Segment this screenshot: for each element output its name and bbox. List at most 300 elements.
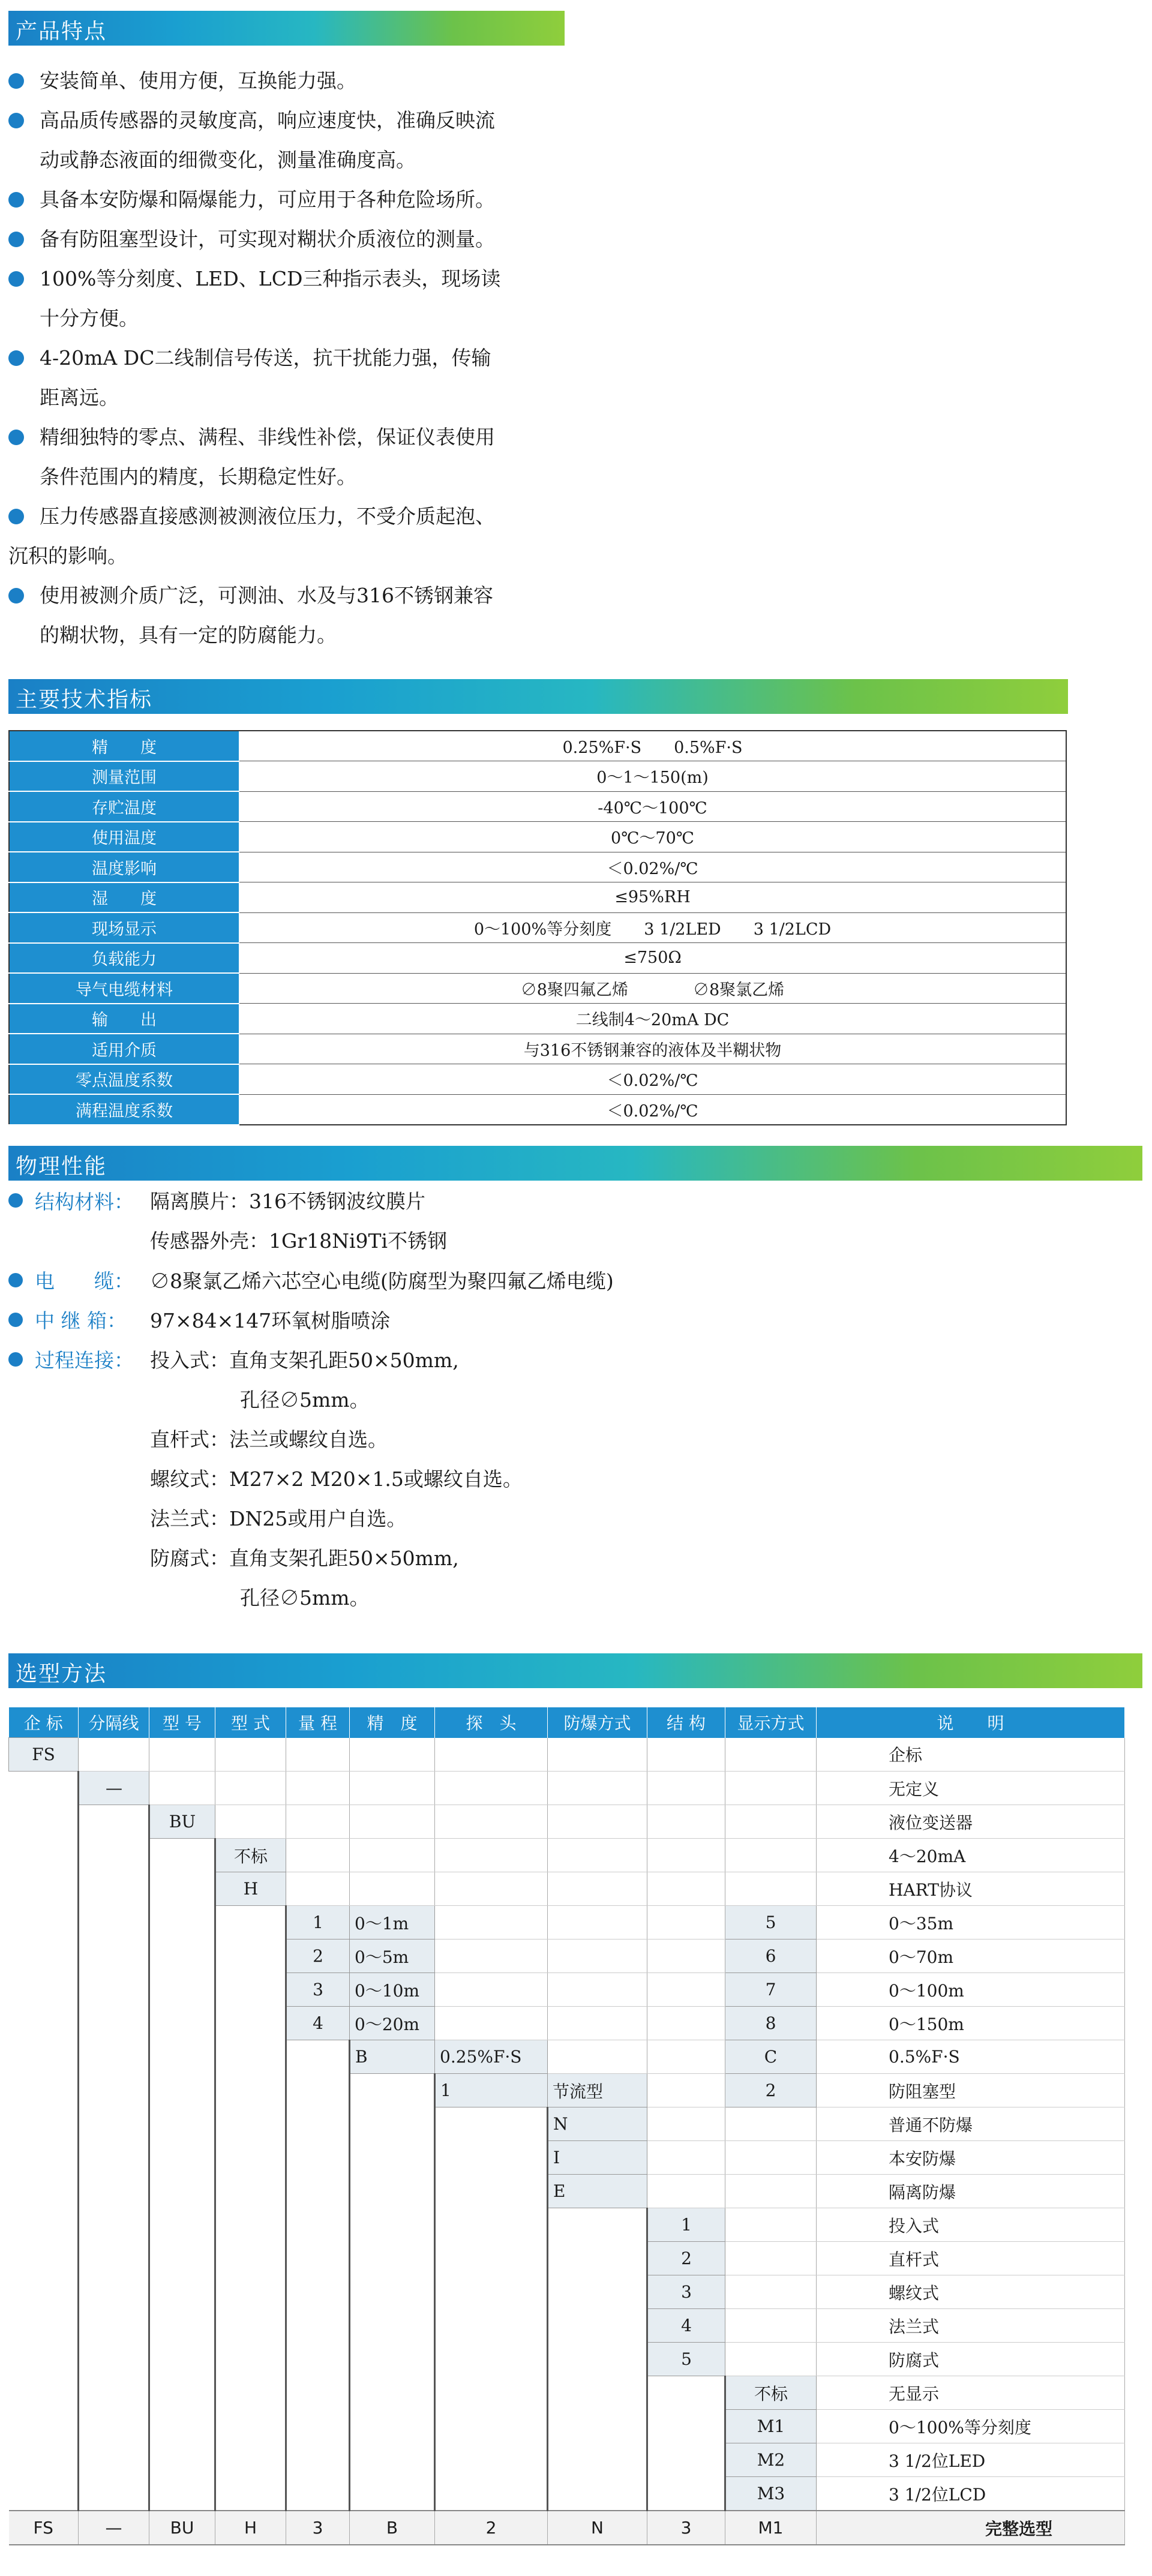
selection-empty-cell bbox=[286, 1872, 350, 1906]
selection-empty-cell bbox=[647, 2376, 725, 2410]
selection-row bbox=[9, 2343, 1125, 2376]
selection-empty-cell bbox=[79, 2208, 149, 2242]
selection-footer-cell: 2 bbox=[435, 2511, 548, 2545]
selection-empty-cell bbox=[286, 2410, 350, 2443]
selection-code-cell: 节流型 bbox=[548, 2074, 647, 2107]
selection-empty-cell bbox=[9, 2477, 79, 2511]
selection-empty-cell bbox=[350, 1772, 435, 1805]
selection-empty-cell bbox=[647, 2443, 725, 2477]
selection-empty-cell bbox=[350, 1805, 435, 1839]
spec-value: 与316不锈钢兼容的液体及半糊状物 bbox=[239, 1034, 1067, 1064]
selection-empty-cell bbox=[286, 2309, 350, 2343]
selection-empty-cell bbox=[435, 1906, 548, 1939]
selection-empty-cell bbox=[79, 2141, 149, 2175]
selection-footer-cell: 3 bbox=[647, 2511, 725, 2545]
selection-empty-cell bbox=[725, 1772, 817, 1805]
selection-empty-cell bbox=[215, 2107, 286, 2141]
feature-text: 使用被测介质广泛，可测油、水及与316不锈钢兼容 bbox=[40, 584, 493, 607]
selection-code-cell: 4 bbox=[286, 2007, 350, 2040]
section-title: 物理性能 bbox=[16, 1154, 107, 1179]
spec-value: 0.25%F·S 0.5%F·S bbox=[239, 731, 1067, 761]
selection-row bbox=[9, 1906, 1125, 1939]
selection-empty-cell bbox=[647, 1906, 725, 1939]
selection-empty-cell bbox=[647, 2477, 725, 2511]
spec-row bbox=[9, 1034, 1066, 1064]
selection-empty-cell bbox=[647, 2141, 725, 2175]
connection-line: 螺纹式：M27×2 M20×1.5或螺纹自选。 bbox=[150, 1467, 523, 1491]
selection-empty-cell bbox=[548, 2410, 647, 2443]
selection-empty-cell bbox=[215, 2443, 286, 2477]
selection-desc-cell: 3 1/2位LCD bbox=[817, 2477, 1125, 2511]
section-title: 产品特点 bbox=[16, 19, 107, 44]
feature-text: 精细独特的零点、满程、非线性补偿，保证仪表使用 bbox=[40, 425, 495, 449]
spec-key: 精 度 bbox=[9, 731, 239, 761]
selection-empty-cell bbox=[286, 1738, 350, 1772]
selection-empty-cell bbox=[149, 2477, 215, 2511]
spec-key: 湿 度 bbox=[9, 882, 239, 913]
selection-empty-cell bbox=[350, 2175, 435, 2208]
selection-footer-cell: M1 bbox=[725, 2511, 817, 2545]
selection-empty-cell bbox=[435, 2376, 548, 2410]
section-title: 选型方法 bbox=[16, 1662, 107, 1686]
selection-empty-cell bbox=[286, 2477, 350, 2511]
box-value: 97×84×147环氧树脂喷涂 bbox=[150, 1309, 391, 1332]
material-line-2: 传感器外壳：1Gr18Ni9Ti不锈钢 bbox=[150, 1229, 448, 1253]
selection-empty-cell bbox=[149, 2141, 215, 2175]
selection-table bbox=[8, 1707, 1125, 2545]
cable-value: ∅8聚氯乙烯六芯空心电缆(防腐型为聚四氟乙烯电缆) bbox=[150, 1269, 614, 1293]
selection-header-cell: 探 头 bbox=[435, 1707, 548, 1738]
selection-empty-cell bbox=[548, 1939, 647, 1973]
selection-empty-cell bbox=[9, 1906, 79, 1939]
selection-empty-cell bbox=[647, 2107, 725, 2141]
feature-text: 具备本安防爆和隔爆能力，可应用于各种危险场所。 bbox=[40, 188, 495, 211]
selection-desc-cell: 0～35m bbox=[817, 1906, 1125, 1939]
selection-empty-cell bbox=[79, 2107, 149, 2141]
selection-header-cell: 分隔线 bbox=[79, 1707, 149, 1738]
selection-empty-cell bbox=[149, 2343, 215, 2376]
selection-empty-cell bbox=[435, 2208, 548, 2242]
selection-empty-cell bbox=[548, 1872, 647, 1906]
selection-code-cell: I bbox=[548, 2141, 647, 2175]
selection-empty-cell bbox=[286, 2208, 350, 2242]
cable-label: 电 缆： bbox=[35, 1269, 134, 1293]
selection-empty-cell bbox=[350, 2107, 435, 2141]
selection-code-cell: 3 bbox=[647, 2275, 725, 2309]
selection-empty-cell bbox=[286, 1805, 350, 1839]
selection-empty-cell bbox=[9, 2074, 79, 2107]
bullet-dot bbox=[8, 350, 24, 366]
selection-empty-cell bbox=[286, 1839, 350, 1872]
selection-row bbox=[9, 2410, 1125, 2443]
selection-code-cell: 4 bbox=[647, 2309, 725, 2343]
selection-empty-cell bbox=[9, 2410, 79, 2443]
selection-header-cell: 企 标 bbox=[9, 1707, 79, 1738]
selection-desc-cell: 0～70m bbox=[817, 1939, 1125, 1973]
selection-empty-cell bbox=[350, 2275, 435, 2309]
selection-empty-cell bbox=[215, 2477, 286, 2511]
selection-empty-cell bbox=[435, 2410, 548, 2443]
feature-text: 4-20mA DC二线制信号传送，抗干扰能力强，传输 bbox=[40, 346, 491, 370]
selection-desc-cell: 0～100%等分刻度 bbox=[817, 2410, 1125, 2443]
selection-empty-cell bbox=[149, 2376, 215, 2410]
selection-empty-cell bbox=[435, 2175, 548, 2208]
selection-empty-cell bbox=[9, 2175, 79, 2208]
selection-empty-cell bbox=[725, 2208, 817, 2242]
selection-code-cell: FS bbox=[9, 1738, 79, 1772]
selection-row bbox=[9, 2141, 1125, 2175]
selection-empty-cell bbox=[215, 1906, 286, 1939]
selection-empty-cell bbox=[350, 2309, 435, 2343]
selection-row bbox=[9, 2040, 1125, 2074]
selection-empty-cell bbox=[9, 2309, 79, 2343]
feature-text: 安装简单、使用方便，互换能力强。 bbox=[40, 69, 356, 92]
selection-empty-cell bbox=[286, 2443, 350, 2477]
selection-empty-cell bbox=[9, 2208, 79, 2242]
section-header-features bbox=[8, 11, 565, 46]
selection-header-cell: 防爆方式 bbox=[548, 1707, 647, 1738]
selection-row bbox=[9, 1872, 1125, 1906]
selection-header-cell: 量 程 bbox=[286, 1707, 350, 1738]
spec-key: 导气电缆材料 bbox=[9, 973, 239, 1004]
selection-row bbox=[9, 1738, 1125, 1772]
bullet-dot bbox=[8, 509, 24, 524]
selection-row bbox=[9, 2275, 1125, 2309]
selection-empty-cell bbox=[79, 2242, 149, 2275]
selection-empty-cell bbox=[79, 2477, 149, 2511]
selection-empty-cell bbox=[9, 2443, 79, 2477]
selection-code-cell: 2 bbox=[725, 2074, 817, 2107]
selection-code-cell: 0～10m bbox=[350, 1973, 435, 2007]
selection-empty-cell bbox=[149, 1772, 215, 1805]
selection-desc-cell: 0.5%F·S bbox=[817, 2040, 1125, 2074]
selection-empty-cell bbox=[548, 1906, 647, 1939]
selection-empty-cell bbox=[215, 1939, 286, 1973]
spec-value: 二线制4～20mA DC bbox=[239, 1004, 1067, 1034]
selection-empty-cell bbox=[725, 1872, 817, 1906]
selection-empty-cell bbox=[725, 2242, 817, 2275]
spec-key: 负载能力 bbox=[9, 943, 239, 974]
selection-empty-cell bbox=[286, 2040, 350, 2074]
bullet-dot bbox=[8, 588, 24, 604]
selection-desc-cell: 投入式 bbox=[817, 2208, 1125, 2242]
selection-empty-cell bbox=[286, 2175, 350, 2208]
selection-desc-cell: 法兰式 bbox=[817, 2309, 1125, 2343]
selection-code-cell: 6 bbox=[725, 1939, 817, 1973]
spec-key: 适用介质 bbox=[9, 1034, 239, 1064]
selection-empty-cell bbox=[9, 1872, 79, 1906]
spec-key: 温度影响 bbox=[9, 852, 239, 882]
spec-value: ＜0.02%/℃ bbox=[239, 852, 1067, 882]
spec-value: ≤750Ω bbox=[239, 943, 1067, 974]
selection-header-cell: 显示方式 bbox=[725, 1707, 817, 1738]
bullet-dot bbox=[8, 192, 24, 208]
selection-empty-cell bbox=[647, 2040, 725, 2074]
selection-empty-cell bbox=[149, 1872, 215, 1906]
selection-header-cell: 精 度 bbox=[350, 1707, 435, 1738]
selection-empty-cell bbox=[149, 2443, 215, 2477]
selection-empty-cell bbox=[548, 1772, 647, 1805]
feature-text-continued: 的糊状物，具有一定的防腐能力。 bbox=[40, 623, 337, 647]
selection-empty-cell bbox=[149, 1738, 215, 1772]
selection-empty-cell bbox=[9, 1772, 79, 1805]
selection-desc-cell: 防腐式 bbox=[817, 2343, 1125, 2376]
selection-header-cell: 结 构 bbox=[647, 1707, 725, 1738]
selection-footer-cell: N bbox=[548, 2511, 647, 2545]
selection-code-cell: 5 bbox=[647, 2343, 725, 2376]
selection-empty-cell bbox=[647, 2007, 725, 2040]
selection-code-cell: 1 bbox=[286, 1906, 350, 1939]
selection-empty-cell bbox=[79, 2343, 149, 2376]
selection-empty-cell bbox=[350, 2410, 435, 2443]
selection-desc-cell: 本安防爆 bbox=[817, 2141, 1125, 2175]
selection-header-cell: 型 号 bbox=[149, 1707, 215, 1738]
selection-row bbox=[9, 2208, 1125, 2242]
spec-value: ＜0.02%/℃ bbox=[239, 1094, 1067, 1125]
selection-empty-cell bbox=[215, 2074, 286, 2107]
selection-empty-cell bbox=[9, 1839, 79, 1872]
selection-empty-cell bbox=[286, 2141, 350, 2175]
selection-empty-cell bbox=[149, 2208, 215, 2242]
selection-desc-cell: 0～150m bbox=[817, 2007, 1125, 2040]
selection-empty-cell bbox=[149, 2275, 215, 2309]
selection-code-cell: C bbox=[725, 2040, 817, 2074]
selection-empty-cell bbox=[149, 2007, 215, 2040]
selection-empty-cell bbox=[215, 2208, 286, 2242]
selection-empty-cell bbox=[149, 1939, 215, 1973]
selection-row bbox=[9, 2107, 1125, 2141]
selection-empty-cell bbox=[9, 1805, 79, 1839]
spec-key: 存贮温度 bbox=[9, 791, 239, 822]
selection-empty-cell bbox=[9, 2107, 79, 2141]
selection-desc-cell: 3 1/2位LED bbox=[817, 2443, 1125, 2477]
selection-code-cell: N bbox=[548, 2107, 647, 2141]
selection-empty-cell bbox=[149, 1973, 215, 2007]
spec-row bbox=[9, 1064, 1066, 1095]
selection-code-cell: 1 bbox=[435, 2074, 548, 2107]
section-header-selection bbox=[8, 1653, 1142, 1688]
selection-desc-cell: 防阻塞型 bbox=[817, 2074, 1125, 2107]
selection-desc-cell: 4～20mA bbox=[817, 1839, 1125, 1872]
selection-empty-cell bbox=[286, 2074, 350, 2107]
selection-empty-cell bbox=[215, 1738, 286, 1772]
bullet-dot bbox=[8, 430, 24, 445]
selection-empty-cell bbox=[350, 2376, 435, 2410]
selection-row bbox=[9, 1973, 1125, 2007]
selection-empty-cell bbox=[286, 2242, 350, 2275]
selection-empty-cell bbox=[350, 1872, 435, 1906]
selection-footer-cell: H bbox=[215, 2511, 286, 2545]
selection-empty-cell bbox=[350, 2343, 435, 2376]
selection-empty-cell bbox=[215, 1805, 286, 1839]
spec-value: 0℃～70℃ bbox=[239, 822, 1067, 852]
selection-empty-cell bbox=[725, 2309, 817, 2343]
selection-empty-cell bbox=[647, 1973, 725, 2007]
selection-empty-cell bbox=[548, 2242, 647, 2275]
selection-row bbox=[9, 2443, 1125, 2477]
selection-empty-cell bbox=[548, 2208, 647, 2242]
selection-empty-cell bbox=[79, 2175, 149, 2208]
selection-empty-cell bbox=[725, 1839, 817, 1872]
selection-empty-cell bbox=[435, 2443, 548, 2477]
selection-code-cell: 不标 bbox=[215, 1839, 286, 1872]
selection-empty-cell bbox=[215, 2376, 286, 2410]
selection-empty-cell bbox=[647, 1872, 725, 1906]
selection-empty-cell bbox=[647, 1772, 725, 1805]
selection-desc-cell: 企标 bbox=[817, 1738, 1125, 1772]
selection-code-cell: 2 bbox=[286, 1939, 350, 1973]
selection-empty-cell bbox=[435, 1839, 548, 1872]
selection-empty-cell bbox=[548, 1738, 647, 1772]
selection-empty-cell bbox=[149, 2107, 215, 2141]
selection-empty-cell bbox=[79, 2410, 149, 2443]
selection-row bbox=[9, 1772, 1125, 1805]
selection-footer-cell: 3 bbox=[286, 2511, 350, 2545]
selection-empty-cell bbox=[647, 1939, 725, 1973]
spec-row bbox=[9, 882, 1066, 913]
selection-code-cell: M2 bbox=[725, 2443, 817, 2477]
selection-empty-cell bbox=[9, 2007, 79, 2040]
selection-row bbox=[9, 2007, 1125, 2040]
selection-empty-cell bbox=[79, 1839, 149, 1872]
bullet-dot bbox=[8, 1273, 23, 1287]
selection-empty-cell bbox=[435, 2343, 548, 2376]
material-line-1: 隔离膜片：316不锈钢波纹膜片 bbox=[150, 1190, 425, 1213]
selection-empty-cell bbox=[548, 2443, 647, 2477]
selection-empty-cell bbox=[79, 1906, 149, 1939]
connection-line: 孔径∅5mm。 bbox=[240, 1388, 370, 1412]
selection-desc-cell: 无定义 bbox=[817, 1772, 1125, 1805]
selection-empty-cell bbox=[350, 2074, 435, 2107]
selection-empty-cell bbox=[215, 2141, 286, 2175]
selection-empty-cell bbox=[9, 2242, 79, 2275]
selection-code-cell: 0～1m bbox=[350, 1906, 435, 1939]
spec-key: 使用温度 bbox=[9, 822, 239, 852]
spec-row bbox=[9, 761, 1066, 792]
selection-empty-cell bbox=[548, 2007, 647, 2040]
selection-code-cell: H bbox=[215, 1872, 286, 1906]
selection-desc-cell: 液位变送器 bbox=[817, 1805, 1125, 1839]
selection-empty-cell bbox=[647, 2175, 725, 2208]
selection-empty-cell bbox=[435, 1805, 548, 1839]
selection-row bbox=[9, 1805, 1125, 1839]
spec-row bbox=[9, 1004, 1066, 1034]
selection-empty-cell bbox=[725, 2175, 817, 2208]
selection-empty-cell bbox=[286, 2107, 350, 2141]
selection-empty-cell bbox=[647, 2074, 725, 2107]
selection-empty-cell bbox=[215, 2410, 286, 2443]
selection-row bbox=[9, 1839, 1125, 1872]
selection-empty-cell bbox=[79, 2376, 149, 2410]
selection-empty-cell bbox=[149, 2242, 215, 2275]
spec-table bbox=[8, 730, 1067, 1125]
selection-empty-cell bbox=[9, 2040, 79, 2074]
selection-code-cell: 0～20m bbox=[350, 2007, 435, 2040]
selection-row bbox=[9, 2477, 1125, 2511]
selection-empty-cell bbox=[215, 2343, 286, 2376]
selection-footer-cell: BU bbox=[149, 2511, 215, 2545]
selection-empty-cell bbox=[9, 1973, 79, 2007]
selection-empty-cell bbox=[548, 2477, 647, 2511]
feature-text: 压力传感器直接感测被测液位压力，不受介质起泡、 bbox=[40, 505, 495, 528]
selection-empty-cell bbox=[350, 2242, 435, 2275]
selection-empty-cell bbox=[215, 2309, 286, 2343]
selection-empty-cell bbox=[215, 2040, 286, 2074]
selection-row bbox=[9, 2242, 1125, 2275]
selection-empty-cell bbox=[9, 2141, 79, 2175]
feature-text: 100%等分刻度、LED、LCD三种指示表头，现场读 bbox=[40, 267, 501, 290]
spec-value: ∅8聚四氟乙烯 ∅8聚氯乙烯 bbox=[239, 973, 1067, 1004]
selection-empty-cell bbox=[215, 2242, 286, 2275]
spec-key: 输 出 bbox=[9, 1004, 239, 1034]
selection-empty-cell bbox=[79, 1738, 149, 1772]
selection-desc-cell: HART协议 bbox=[817, 1872, 1125, 1906]
selection-empty-cell bbox=[149, 2040, 215, 2074]
selection-footer-cell: — bbox=[79, 2511, 149, 2545]
feature-text-continued: 条件范围内的精度，长期稳定性好。 bbox=[40, 465, 356, 488]
selection-code-cell: M3 bbox=[725, 2477, 817, 2511]
selection-empty-cell bbox=[435, 1872, 548, 1906]
selection-code-cell: 0.25%F·S bbox=[435, 2040, 548, 2074]
selection-desc-cell: 直杆式 bbox=[817, 2242, 1125, 2275]
selection-empty-cell bbox=[9, 2376, 79, 2410]
selection-empty-cell bbox=[350, 2141, 435, 2175]
connection-line: 投入式：直角支架孔距50×50mm, bbox=[150, 1349, 459, 1372]
selection-empty-cell bbox=[215, 1973, 286, 2007]
selection-code-cell: 不标 bbox=[725, 2376, 817, 2410]
feature-text-continued: 距离远。 bbox=[40, 386, 119, 409]
selection-empty-cell bbox=[548, 2275, 647, 2309]
selection-empty-cell bbox=[725, 2343, 817, 2376]
selection-code-cell: M1 bbox=[725, 2410, 817, 2443]
selection-empty-cell bbox=[548, 1973, 647, 2007]
selection-header-cell: 型 式 bbox=[215, 1707, 286, 1738]
selection-empty-cell bbox=[286, 2275, 350, 2309]
selection-header-cell: 说 明 bbox=[817, 1707, 1125, 1738]
section-title: 主要技术指标 bbox=[16, 687, 153, 712]
spec-row bbox=[9, 943, 1066, 974]
spec-row bbox=[9, 731, 1066, 761]
selection-empty-cell bbox=[647, 2410, 725, 2443]
selection-empty-cell bbox=[435, 2141, 548, 2175]
selection-code-cell: 2 bbox=[647, 2242, 725, 2275]
bullet-dot bbox=[8, 232, 24, 247]
feature-text: 高品质传感器的灵敏度高，响应速度快，准确反映流 bbox=[40, 109, 495, 132]
selection-empty-cell bbox=[725, 1738, 817, 1772]
selection-code-cell: B bbox=[350, 2040, 435, 2074]
spec-row bbox=[9, 912, 1066, 943]
selection-desc-cell: 隔离防爆 bbox=[817, 2175, 1125, 2208]
box-label: 中 继 箱： bbox=[35, 1309, 127, 1332]
selection-empty-cell bbox=[149, 2410, 215, 2443]
connection-line: 法兰式：DN25或用户自选。 bbox=[150, 1507, 407, 1530]
selection-code-cell: 8 bbox=[725, 2007, 817, 2040]
feature-text-continued: 动或静态液面的细微变化，测量准确度高。 bbox=[40, 148, 416, 172]
bullet-dot bbox=[8, 1193, 23, 1208]
bullet-dot bbox=[8, 113, 24, 128]
selection-empty-cell bbox=[79, 2443, 149, 2477]
material-label: 结构材料： bbox=[35, 1190, 134, 1214]
selection-empty-cell bbox=[9, 2275, 79, 2309]
feature-text-continued: 沉积的影响。 bbox=[8, 544, 127, 568]
selection-empty-cell bbox=[548, 2040, 647, 2074]
selection-footer-cell: 完整选型 bbox=[817, 2511, 1125, 2545]
selection-empty-cell bbox=[548, 2376, 647, 2410]
selection-code-cell: 3 bbox=[286, 1973, 350, 2007]
spec-row bbox=[9, 791, 1066, 822]
selection-code-cell: BU bbox=[149, 1805, 215, 1839]
selection-empty-cell bbox=[286, 2343, 350, 2376]
